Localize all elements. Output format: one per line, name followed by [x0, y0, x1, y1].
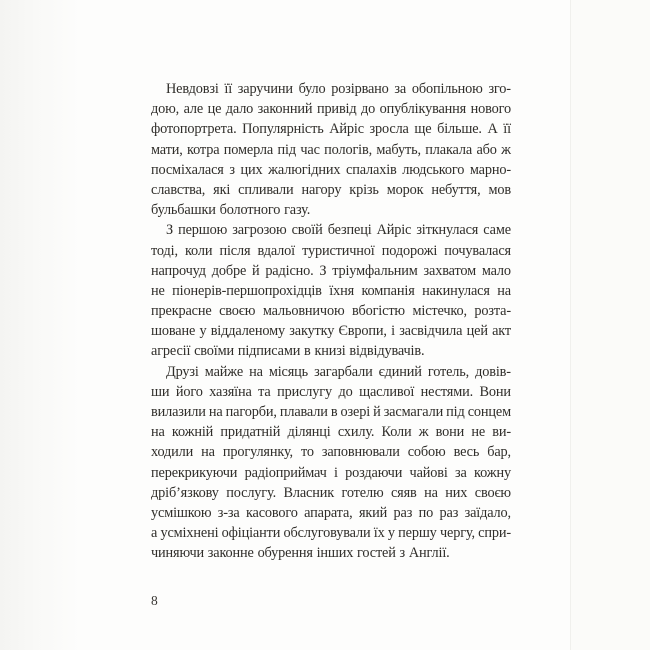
text-line: прекрасне своєю мальовничою вбогістю містечко, розта-: [151, 303, 511, 320]
text-line: дою, але це дало законний привід до опублікування нового: [151, 101, 511, 118]
text-line: Невдовзі її заручини було розірвано за обопільною зго-: [166, 81, 511, 97]
text-line: чиняючи законне обурення інших гостей з Англії.: [151, 545, 450, 562]
text-line: дріб’язкову послугу. Власник готелю сяяв на них своєю: [151, 484, 511, 501]
page-text: [151, 79, 511, 564]
text-line: шоване у віддаленому закутку Європи, і засвідчила цей акт: [151, 323, 511, 340]
text-line: З першою загрозою своїй безпеці Айріс зіткнулася саме: [166, 222, 511, 239]
paragraph: [151, 362, 511, 564]
text-line: ходили на прогулянку, то заповнювали собою весь бар,: [151, 444, 511, 461]
text-line: славства, які спливали нагору крізь морок небуття, мов: [151, 181, 511, 198]
text-line: напрочуд добре й радісно. З тріумфальним захватом мало: [151, 262, 511, 279]
text-line: не піонерів-першопрохідців їхня компанія накинулася на: [151, 282, 511, 299]
text-line: перекрикуючи радіоприймач і роздаючи чайові за кожну: [151, 464, 511, 481]
text-line: фотопортрета. Популярність Айріс зросла ще більше. А її: [151, 121, 511, 138]
paragraph: [151, 79, 511, 220]
page-right-edge-shadow: [570, 0, 650, 650]
text-line: на кожній придатній ділянці схилу. Коли ж вони не ви-: [151, 424, 511, 441]
page-left-edge-shadow: [0, 0, 80, 650]
text-line: тоді, коли після вдалої туристичної подорожі почувалася: [151, 242, 511, 259]
text-line: мати, котра померла під час пологів, мабуть, плакала або ж: [151, 141, 511, 158]
text-line: вилазили на пагорби, плавали в озері й засмагали під сонцем: [151, 404, 511, 420]
text-line: бульбашки болотного газу.: [151, 202, 311, 219]
paragraph: [151, 220, 511, 361]
text-line: усмішкою з-за касового апарата, який раз по раз заїдало,: [151, 504, 511, 521]
text-line: посміхалася з цих жалюгідних спалахів людського марно-: [151, 161, 511, 178]
text-line: Друзі майже на місяць загарбали єдиний готель, довів-: [166, 363, 511, 380]
page-number: 8: [151, 593, 158, 608]
text-line: агресії своїми підписами в книзі відвідувачів.: [151, 343, 425, 360]
text-line: ши його хазяїна та прислугу до щасливої нестями. Вони: [151, 383, 511, 400]
text-line: а усміхнені офіціанти обслуговували їх у першу чергу, спри-: [151, 525, 511, 542]
